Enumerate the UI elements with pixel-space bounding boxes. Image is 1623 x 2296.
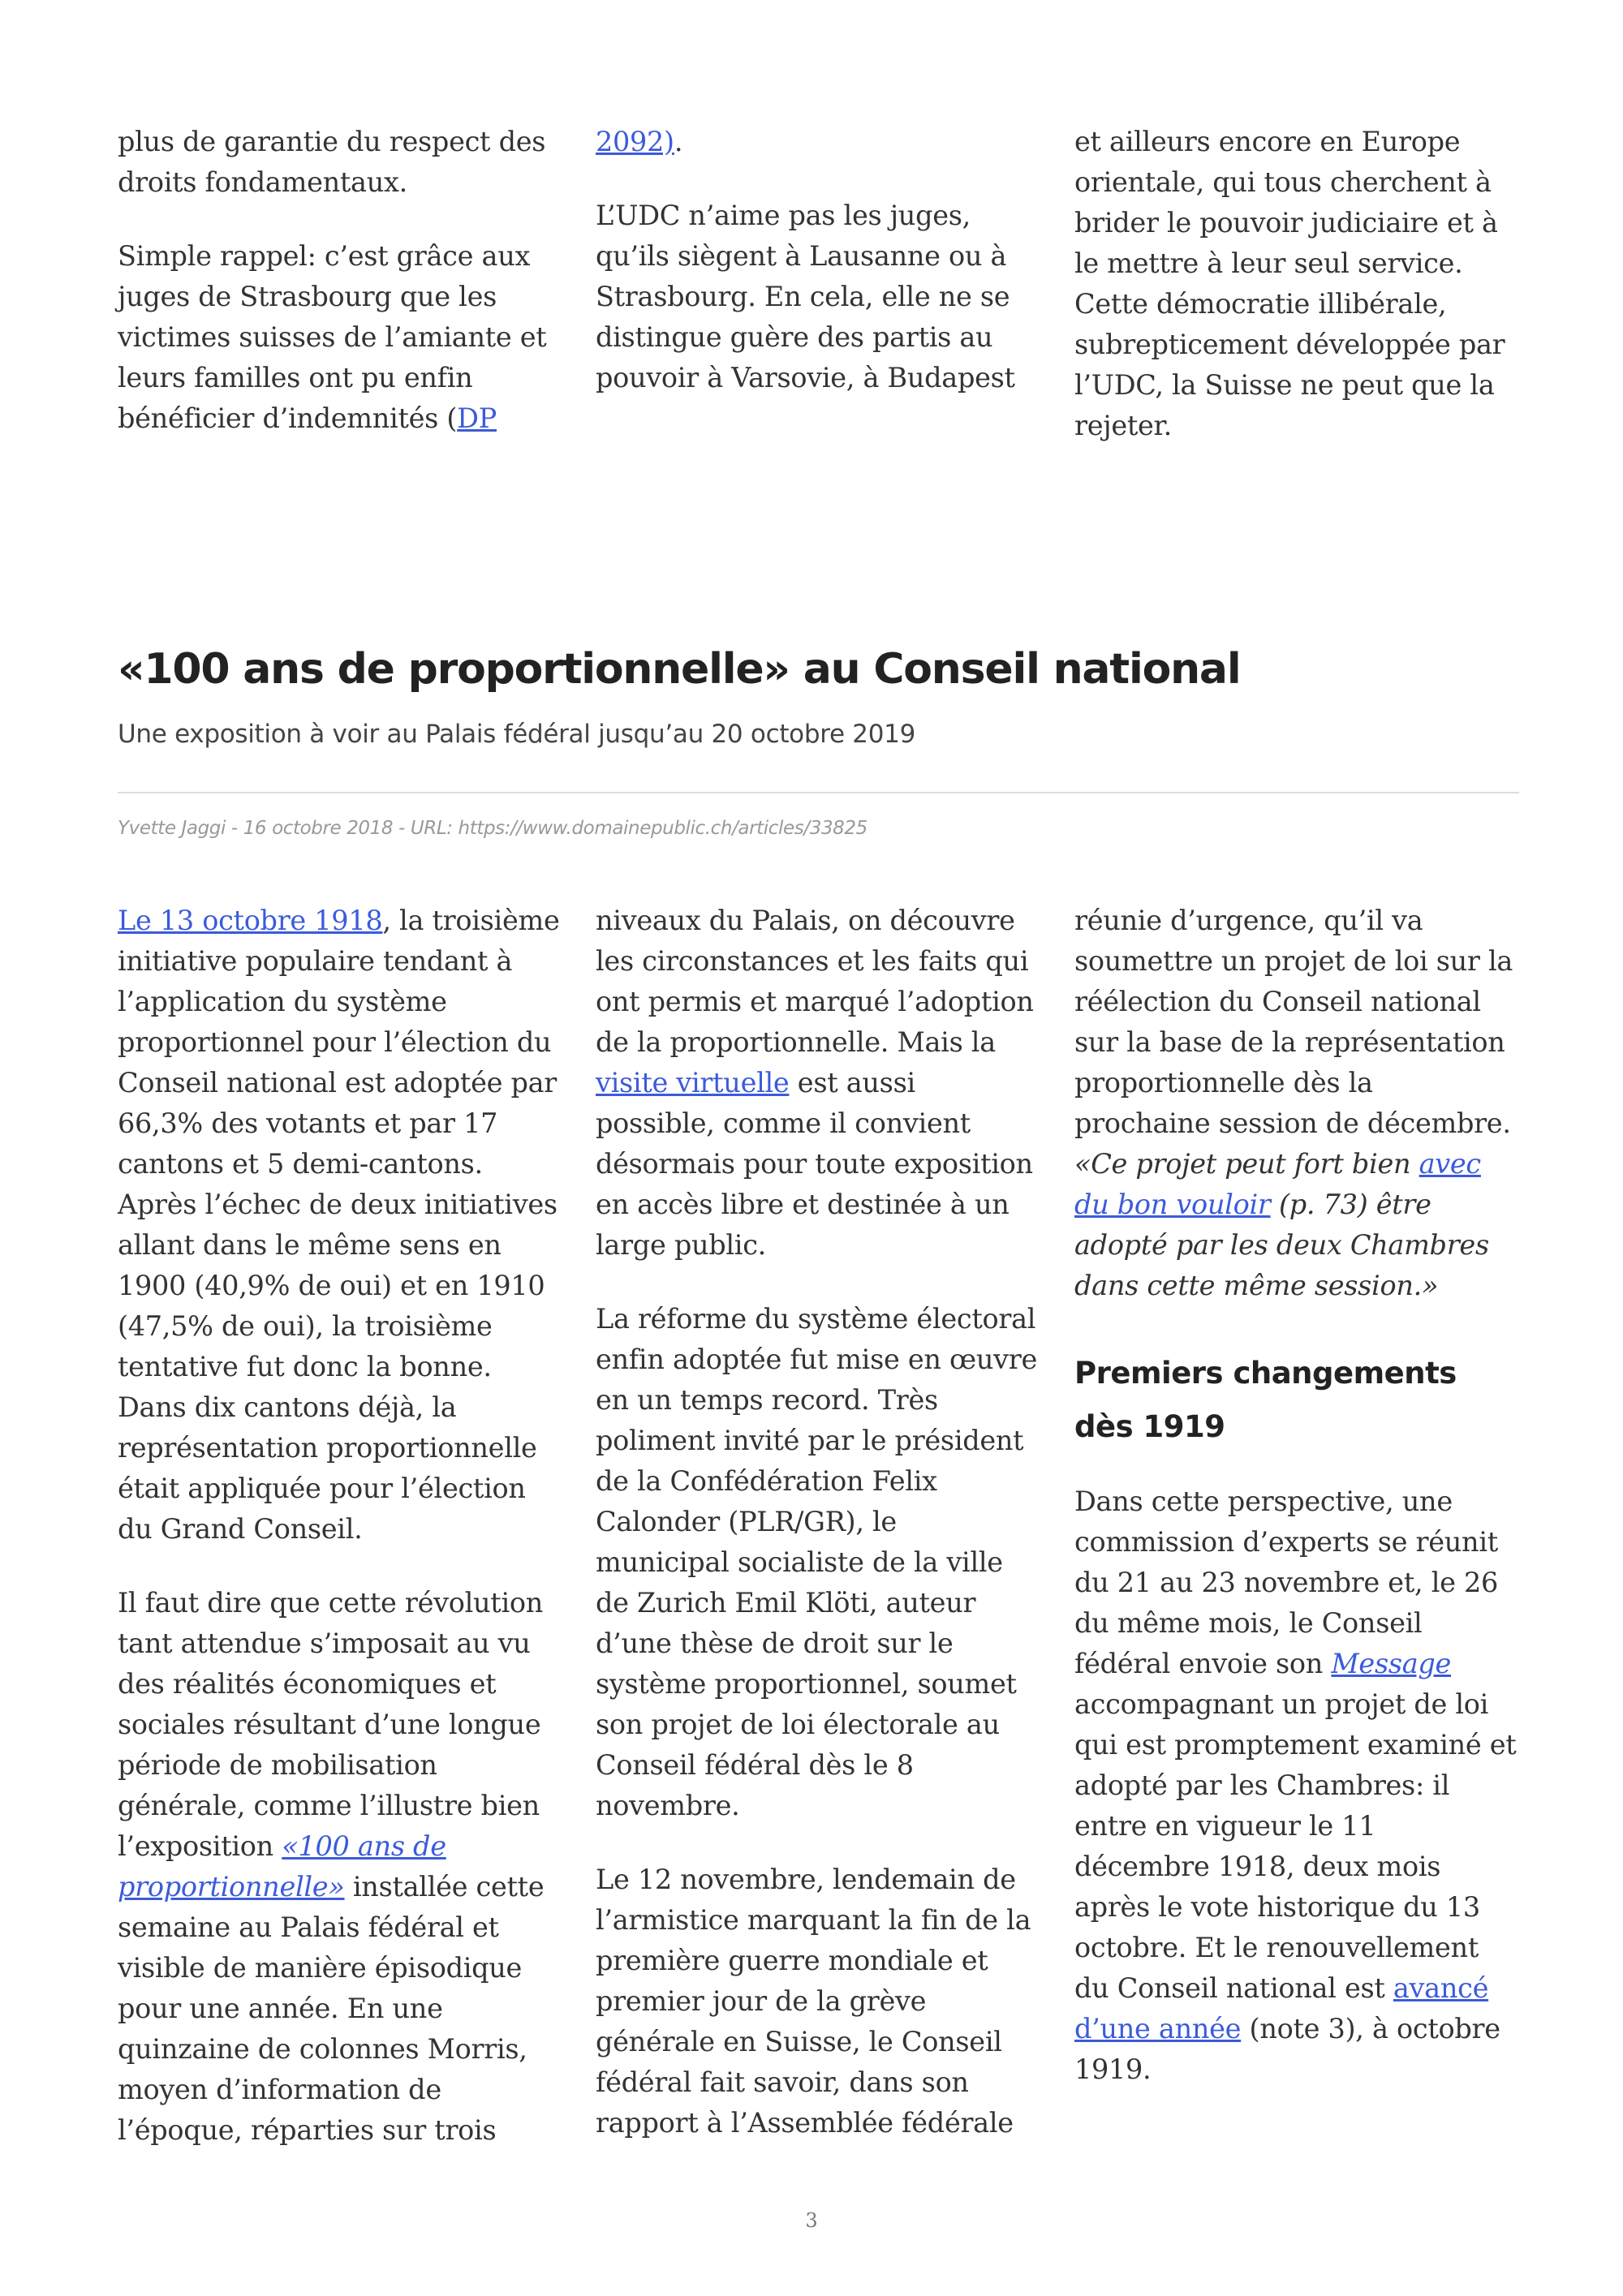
link-avance-annee[interactable]: avancé d’une année xyxy=(1074,1972,1489,2044)
article-column-1 xyxy=(118,901,560,2151)
paragraph: réunie d’urgence, qu’il va soumettre un projet de loi sur la réélection du Conseil national sur la base de la représentation proportionnelle dès la prochaine session de décembre. «Ce projet peut fort bien avec du bon vouloir (p. 73) être adopté par les deux Chambres dans cette même session.» xyxy=(1074,905,1513,1301)
article-title: «100 ans de proportionnelle» au Conseil national xyxy=(118,645,1241,694)
paragraph: Le 13 octobre 1918, la troisième initiative populaire tendant à l’application du système proportionnel pour l’élection du Conseil national est adoptée par 66,3% des votants et par 17 cantons et 5 demi-cantons. Après l’échec de deux initiatives allant dans le même sens en 1900 (40,9% de oui) et en 1910 (47,5% de oui), la troisième tentative fut donc la bonne. Dans dix cantons déjà, la représentation proportionnelle était appliquée pour l’élection du Grand Conseil. xyxy=(118,905,560,1545)
link-dp-2092-end[interactable]: 2092) xyxy=(596,126,674,157)
paragraph: niveaux du Palais, on découvre les circonstances et les faits qui ont permis et marqué l’adoption de la proportionnelle. Mais la visite virtuelle est aussi possible, comme il convient désormais pour toute exposition en accès libre et destinée à un large public. xyxy=(596,905,1034,1261)
page-number: 3 xyxy=(805,2209,818,2232)
link-bon-vouloir[interactable]: avec du bon vouloir xyxy=(1074,1148,1481,1220)
article-column-2 xyxy=(596,901,1038,2143)
paragraph: Le 12 novembre, lendemain de l’armistice marquant la fin de la première guerre mondiale et premier jour de la grève générale en Suisse, le Conseil fédéral fait savoir, dans son rapport à l’Assemblée fédérale xyxy=(596,1864,1031,2139)
article-meta: Yvette Jaggi - 16 octobre 2018 - URL: https://www.domainepublic.ch/articles/33825 xyxy=(118,818,867,839)
article-column-3 xyxy=(1074,901,1517,2090)
prev-article-column-3 xyxy=(1074,122,1517,446)
prev-article-column-2 xyxy=(596,122,1038,398)
paragraph: et ailleurs encore en Europe orientale, qui tous cherchent à brider le pouvoir judiciaire et à le mettre à leur seul service. Cette démocratie illibérale, subrepticement développée par l’UDC, la Suisse ne peut que la rejeter. xyxy=(1074,126,1505,441)
link-13-octobre-1918[interactable]: Le 13 octobre 1918 xyxy=(118,905,383,936)
divider xyxy=(118,792,1519,793)
paragraph: L’UDC n’aime pas les juges, qu’ils siègent à Lausanne ou à Strasbourg. En cela, elle ne se distingue guère des partis au pouvoir à Varsovie, à Budapest xyxy=(596,200,1015,393)
article-subtitle: Une exposition à voir au Palais fédéral jusqu’au 20 octobre 2019 xyxy=(118,720,916,749)
paragraph: plus de garantie du respect des droits fondamentaux. xyxy=(118,126,546,198)
section-subheading: Premiers changements dès 1919 xyxy=(1074,1356,1457,1444)
link-dp-2092-start[interactable]: DP xyxy=(457,402,497,434)
paragraph: 2092). xyxy=(596,126,683,157)
paragraph: Dans cette perspective, une commission d’experts se réunit du 21 au 23 novembre et, le 26 du même mois, le Conseil fédéral envoie son Message accompagnant un projet de loi qui est promptement examiné et adopté par les Chambres: il entre en vigueur le 11 décembre 1918, deux mois après le vote historique du 13 octobre. Et le renouvellement du Conseil national est avancé d’une année (note 3), à octobre 1919. xyxy=(1074,1486,1517,2085)
link-visite-virtuelle[interactable]: visite virtuelle xyxy=(596,1067,790,1099)
paragraph: Il faut dire que cette révolution tant attendue s’imposait au vu des réalités économiques et sociales résultant d’une longue période de mobilisation générale, comme l’illustre bien l’exposition «100 ans de proportionnelle» installée cette semaine au Palais fédéral et visible de manière épisodique pour une année. En une quinzaine de colonnes Morris, moyen d’information de l’époque, réparties sur trois xyxy=(118,1587,545,2146)
link-exposition[interactable]: «100 ans de proportionnelle» xyxy=(118,1830,446,1903)
paragraph: La réforme du système électoral enfin adoptée fut mise en œuvre en un temps record. Très poliment invité par le président de la Confédération Felix Calonder (PLR/GR), le municipal socialiste de la ville de Zurich Emil Klöti, auteur d’une thèse de droit sur le système proportionnel, soumet son projet de loi électorale au Conseil fédéral dès le 8 novembre. xyxy=(596,1303,1037,1821)
prev-article-column-1 xyxy=(118,122,560,439)
link-message[interactable]: Message xyxy=(1331,1648,1452,1679)
paragraph: Simple rappel: c’est grâce aux juges de Strasbourg que les victimes suisses de l’amiante et leurs familles ont pu enfin bénéficier d’indemnités (DP xyxy=(118,240,547,434)
